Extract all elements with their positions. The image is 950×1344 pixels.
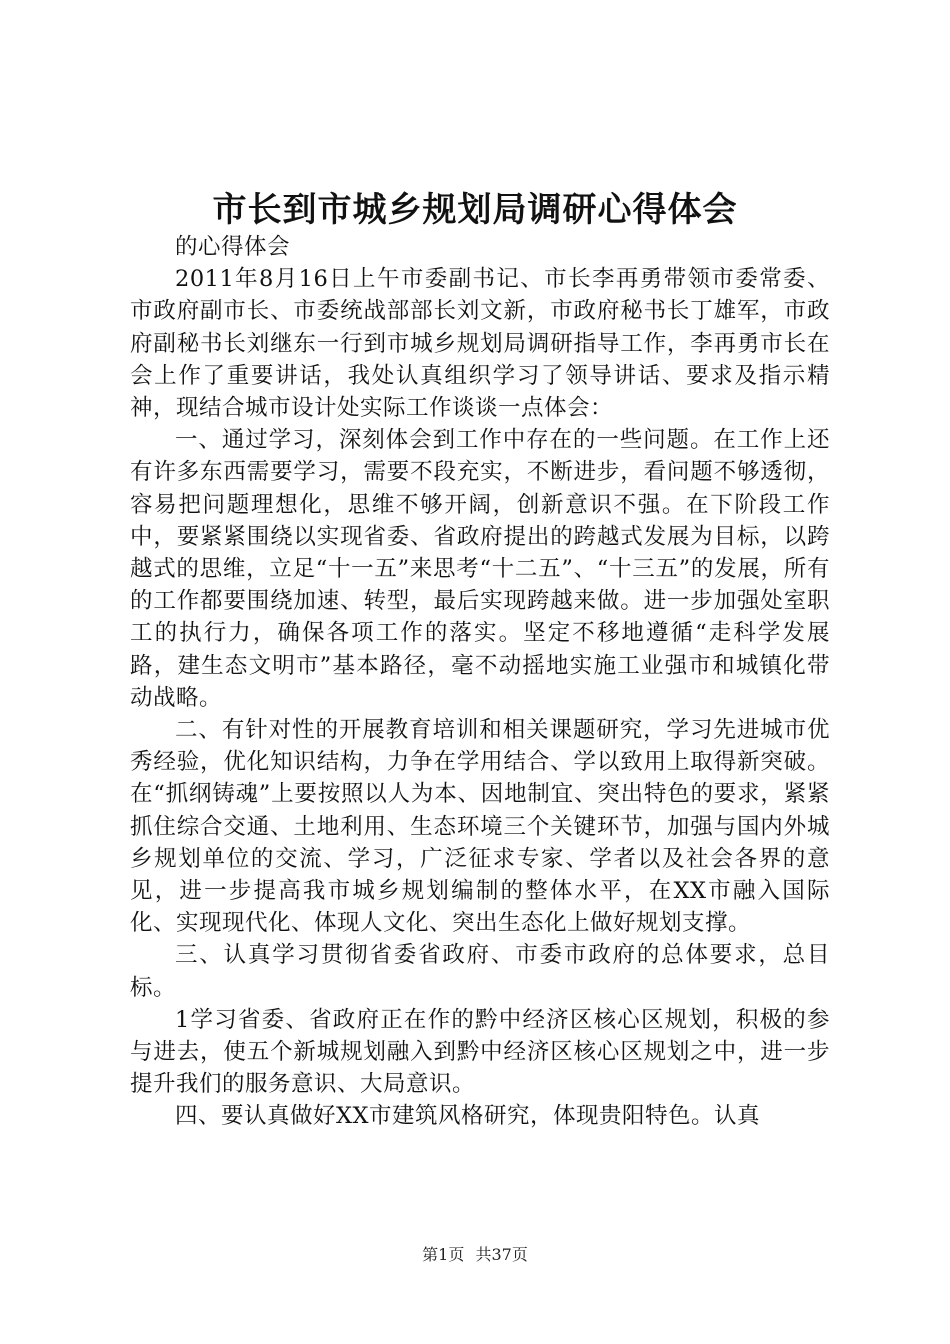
- page-total: 共37页: [475, 1245, 528, 1264]
- paragraph-section-three: 三、认真学习贯彻省委省政府、市委市政府的总体要求，总目标。: [130, 942, 830, 1001]
- document-title: 市长到市城乡规划局调研心得体会: [212, 190, 738, 230]
- document-body: [130, 231, 830, 1133]
- page-footer: [0, 1244, 950, 1266]
- paragraph-subtitle: 的心得体会: [175, 234, 291, 260]
- paragraph-section-one: 一、通过学习，深刻体会到工作中存在的一些问题。在工作上还有许多东西需要学习，需要不段充实，不断进步，看问题不够透彻，容易把问题理想化，思维不够开阔，创新意识不强。在下阶段工作中，要紧紧围绕以实现省委、省政府提出的跨越式发展为目标，以跨越式的思维，立足“十一五”来思考“十二五”、“十三五”的发展，所有的工作都要围绕加速、转型，最后实现跨越来做。进一步加强处室职工的执行力，确保各项工作的落实。坚定不移地遵循“走科学发展路，建生态文明市”基本路径，毫不动摇地实施工业强市和城镇化带动战略。: [130, 427, 830, 711]
- paragraph-intro: 2011年8月16日上午市委副书记、市长李再勇带领市委常委、市政府副市长、市委统战部部长刘文新，市政府秘书长丁雄军，市政府副秘书长刘继东一行到市城乡规划局调研指导工作，李再勇市长在会上作了重要讲话，我处认真组织学习了领导讲话、要求及指示精神，现结合城市设计处实际工作谈谈一点体会：: [130, 266, 830, 422]
- paragraph-section-two: 二、有针对性的开展教育培训和相关课题研究，学习先进城市优秀经验，优化知识结构，力争在学用结合、学以致用上取得新突破。在“抓纲铸魂”上要按照以人为本、因地制宜、突出特色的要求，紧紧抓住综合交通、土地利用、生态环境三个关键环节，加强与国内外城乡规划单位的交流、学习，广泛征求专家、学者以及社会各界的意见，进一步提高我市城乡规划编制的整体水平，在XX市融入国际化、实现现代化、体现人文化、突出生态化上做好规划支撑。: [130, 717, 830, 937]
- paragraph-section-four: 四、要认真做好XX市建筑风格研究，体现贵阳特色。认真: [175, 1103, 761, 1130]
- page-number: 第1页: [422, 1245, 465, 1264]
- paragraph-section-three-item-one: 1学习省委、省政府正在作的黔中经济区核心区规划，积极的参与进去，使五个新城规划融入到黔中经济区核心区规划之中，进一步提升我们的服务意识、大局意识。: [130, 1006, 830, 1098]
